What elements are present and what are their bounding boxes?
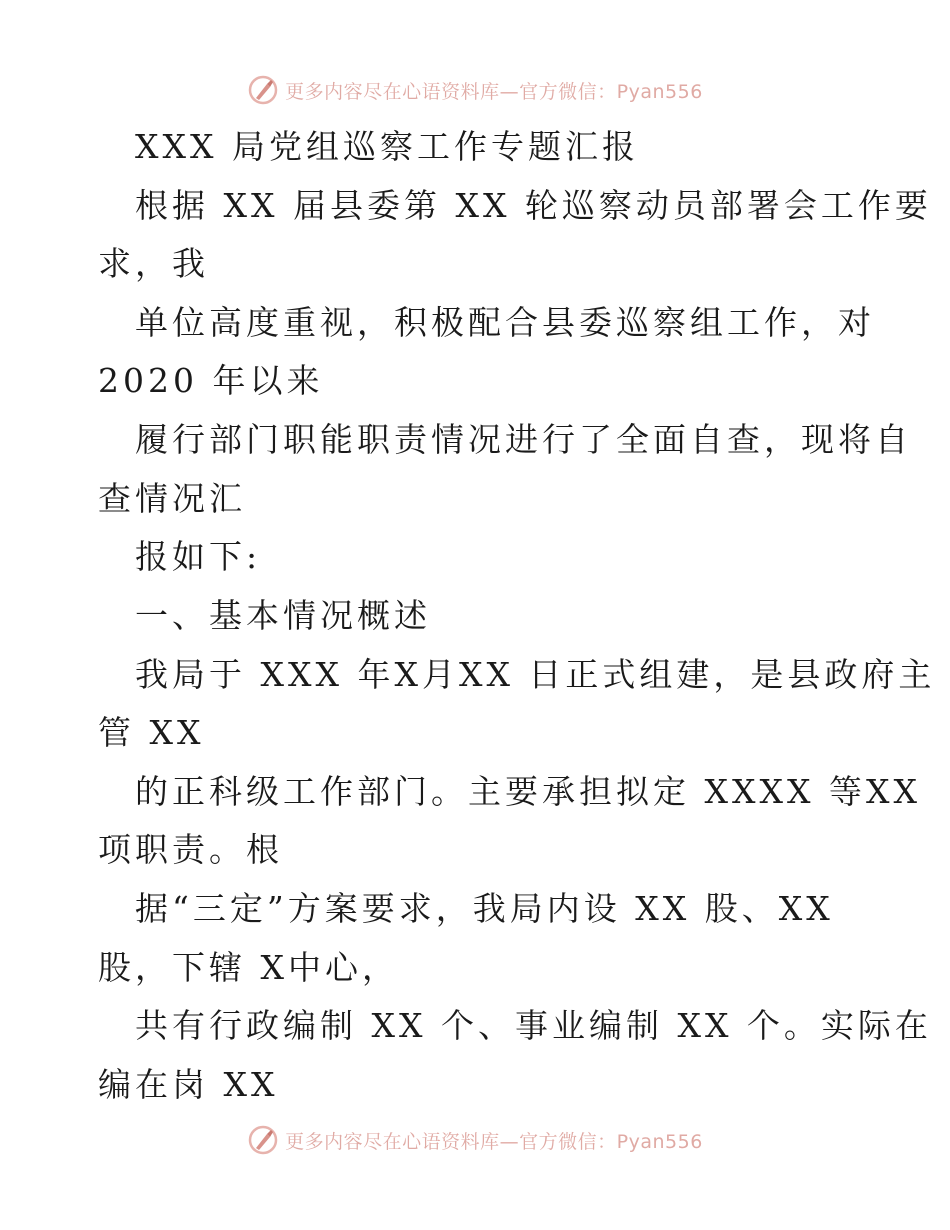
paragraph-line: 管 XX — [98, 713, 205, 752]
watermark-header — [0, 70, 950, 110]
watermark-text: 更多内容尽在心语资料库—官方微信：Pyan556 — [285, 80, 703, 103]
paragraph-line: 报如下: — [135, 537, 262, 576]
paragraph-line: 股，下辖 X中心， — [98, 948, 399, 987]
paragraph-line: 查情况汇 — [98, 479, 246, 518]
document-title: XXX 局党组巡察工作专题汇报 — [135, 127, 639, 166]
pen-nib-logo-icon — [247, 1124, 279, 1156]
section-heading: 一、基本情况概述 — [135, 596, 431, 635]
watermark-text: 更多内容尽在心语资料库—官方微信：Pyan556 — [285, 1130, 703, 1153]
paragraph-line: 的正科级工作部门。主要承担拟定 XXXX 等XX — [135, 772, 921, 811]
paragraph-line: 求，我 — [98, 244, 209, 283]
paragraph-line: 据“三定”方案要求，我局内设 XX 股、XX — [135, 889, 834, 928]
pen-nib-logo-icon — [247, 74, 279, 106]
paragraph-line: 履行部门职能职责情况进行了全面自查，现将自 — [135, 420, 912, 459]
paragraph-line: 根据 XX 届县委第 XX 轮巡察动员部署会工作要 — [135, 186, 932, 225]
paragraph-line: 编在岗 XX — [98, 1065, 279, 1104]
paragraph-line: 单位高度重视，积极配合县委巡察组工作，对 — [135, 303, 875, 342]
paragraph-line: 项职责。根 — [98, 830, 283, 869]
paragraph-line: 我局于 XXX 年X月XX 日正式组建，是县政府主 — [135, 655, 936, 694]
watermark-footer — [0, 1120, 950, 1160]
paragraph-line: 共有行政编制 XX 个、事业编制 XX 个。实际在 — [135, 1006, 932, 1045]
paragraph-line: 2020 年以来 — [98, 361, 324, 400]
